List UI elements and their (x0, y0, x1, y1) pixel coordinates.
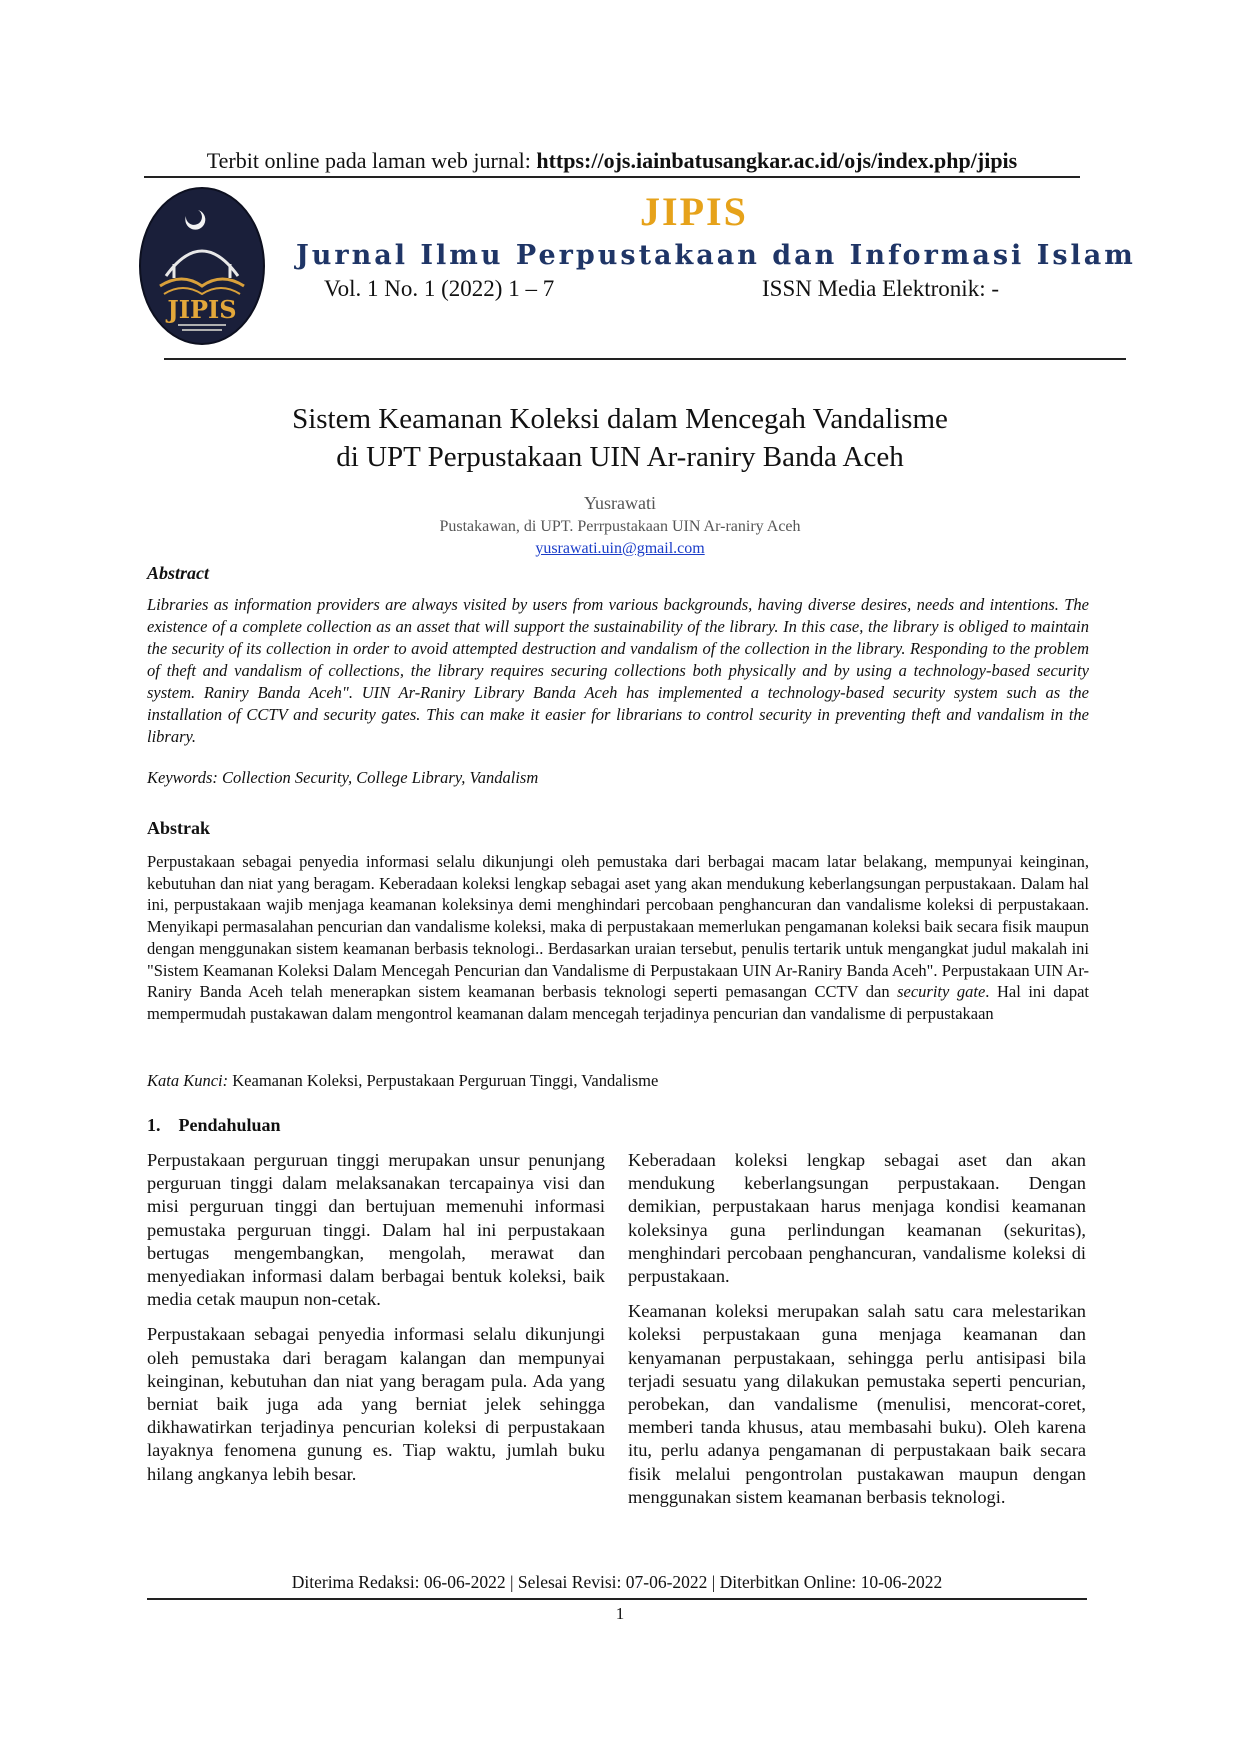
journal-acronym: JIPIS (640, 189, 748, 234)
issn-info: ISSN Media Elektronik: - (762, 276, 999, 301)
abstrak-text-part1: Perpustakaan sebagai penyedia informasi selalu dikunjungi oleh pemustaka dari berbagai macam latar belakang, mempunyai keinginan, kebutuhan dan niat yang beragam. Keberadaan koleksi lengkap sebagai aset yang akan mendukung keberlangsungan perpustakaan. Dalam hal ini, perpustakaan wajib menjaga keamanan koleksinya demi menghindari percobaan penghancuran dan vandalisme koleksi di perpustakaan. Menyikapi permasalahan pencurian dan vandalisme koleksi, maka di perpustakaan memerlukan pengamanan koleksi baik secara fisik maupun dengan menggunakan sistem keamanan berbasis teknologi.. Berdasarkan uraian tersebut, penulis tertarik untuk mengangkat judul makalah ini "Sistem Keamanan Koleksi Dalam Mencegah Pencurian dan Vandalisme di Perpustakaan UIN Ar-Raniry Banda Aceh". Perpustakaan UIN Ar-Raniry Banda Aceh telah menerapkan sistem keamanan berbasis teknologi seperti pemasangan CCTV dan (147, 852, 1089, 1002)
abstrak-heading: Abstrak (147, 818, 211, 838)
kata-kunci-value: Keamanan Koleksi, Perpustakaan Perguruan Tinggi, Vandalisme (228, 1071, 659, 1090)
article-title (150, 400, 1090, 476)
article-title-line1: Sistem Keamanan Koleksi dalam Mencegah Vandalisme (292, 403, 948, 435)
paragraph: Perpustakaan perguruan tinggi merupakan unsur penunjang perguruan tinggi dalam melaksanakan tercapainya visi dan misi perguruan tinggi dan bertujuan memenuhi informasi pemustaka perguruan tinggi. Dalam hal ini perpustakaan bertugas mengembangkan, mengolah, merawat dan menyediakan informasi dalam berbagai bentuk koleksi, baik media cetak maupun non-cetak. (147, 1150, 605, 1310)
journal-url[interactable]: https://ojs.iainbatusangkar.ac.id/ojs/index.php/jipis (536, 148, 1018, 173)
kata-kunci (147, 1071, 658, 1091)
footer-dates: Diterima Redaksi: 06-06-2022 | Selesai Revisi: 07-06-2022 | Diterbitkan Online: 10-06-2022 (291, 1572, 943, 1592)
abstract-text: Libraries as information providers are always visited by users from various backgrounds, having diverse desires, needs and intentions. The existence of a complete collection as an asset that will support the sustainability of the library. In this case, the library is obliged to maintain the security of its collection in order to avoid attempted destruction and vandalism of the collection in the library. Responding to the problem of theft and vandalism of collections, the library requires securing collections both physically and by using a technology-based security system. Raniry Banda Aceh". UIN Ar-Raniry Library Banda Aceh has implemented a technology-based security system such as the installation of CCTV and security gates. This can make it easier for librarians to control security in preventing theft and vandalism in the library. (147, 595, 1089, 746)
abstrak-text-italic: security gate (897, 982, 986, 1002)
kata-kunci-label: Kata Kunci: (147, 1071, 229, 1090)
paragraph: Keberadaan koleksi lengkap sebagai aset dan akan mendukung keberlangsungan perpustakaan. Dengan demikian, perpustakaan harus menjaga kondisi keamanan koleksinya guna perlindungan keamanan (sekuritas), menghindari percobaan penghancuran, vandalisme koleksi di perpustakaan. (628, 1150, 1086, 1287)
volume-info: Vol. 1 No. 1 (2022) 1 – 7 (324, 276, 555, 301)
journal-name: Jurnal Ilmu Perpustakaan dan Informasi Islam (296, 240, 1136, 271)
abstrak-text (147, 851, 1089, 1025)
journal-url-line (144, 148, 1080, 174)
section-heading: 1. Pendahuluan (147, 1115, 281, 1135)
left-column (147, 1149, 605, 1498)
paragraph: Keamanan koleksi merupakan salah satu cara melestarikan koleksi perpustakaan guna menjaga keamanan dan kenyamanan perpustakaan, sehingga perlu antisipasi bila terjadi sesuatu yang dilakukan pemustaka seperti pencurian, perobekan, dan vandalisme (menulisi, mencorat-coret, memberi tanda khusus, atau membasahi buku). Oleh karena itu, perlu adanya pengamanan di perpustakaan baik secara fisik melalui pengontrolan pustakawan maupun dengan menggunakan sistem keamanan berbasis teknologi. (628, 1301, 1086, 1507)
article-title-line2: di UPT Perpustakaan UIN Ar-raniry Banda Aceh (336, 441, 904, 473)
abstract-heading: Abstract (147, 563, 210, 583)
abstrak-text-part2: . Hal ini dapat mempermudah pustakawan dalam mengontrol keamanan dalam mencegah terjadinya pencurian dan vandalisme di perpustakaan (147, 982, 1089, 1023)
author-email-link[interactable]: yusrawati.uin@gmail.com (535, 540, 705, 557)
footer-rule (147, 1598, 1087, 1600)
author-name: Yusrawati (584, 493, 656, 513)
journal-url-prefix: Terbit online pada laman web jurnal: (206, 148, 537, 173)
paragraph: Perpustakaan sebagai penyedia informasi selalu dikunjungi oleh pemustaka dari beragam kalangan dan mempunyai keinginan, kebutuhan dan niat yang beragam pula. Ada yang berniat baik juga ada yang berniat jelek sehingga dikhawatirkan terjadinya pencurian koleksi di perpustakaan layaknya fenomena gunung es. Tiap waktu, jumlah buku hilang angkanya lebih besar. (147, 1324, 605, 1484)
journal-logo (138, 186, 266, 346)
keywords: Keywords: Collection Security, College Library, Vandalism (147, 768, 539, 787)
header-rule (144, 176, 1080, 178)
right-column (628, 1149, 1086, 1521)
logo-text: JIPIS (167, 295, 237, 324)
author-affiliation: Pustakawan, di UPT. Perrpustakaan UIN Ar-raniry Aceh (439, 518, 801, 535)
branding-rule (164, 358, 1126, 360)
author-email (150, 540, 1090, 558)
page-number: 1 (615, 1604, 625, 1623)
